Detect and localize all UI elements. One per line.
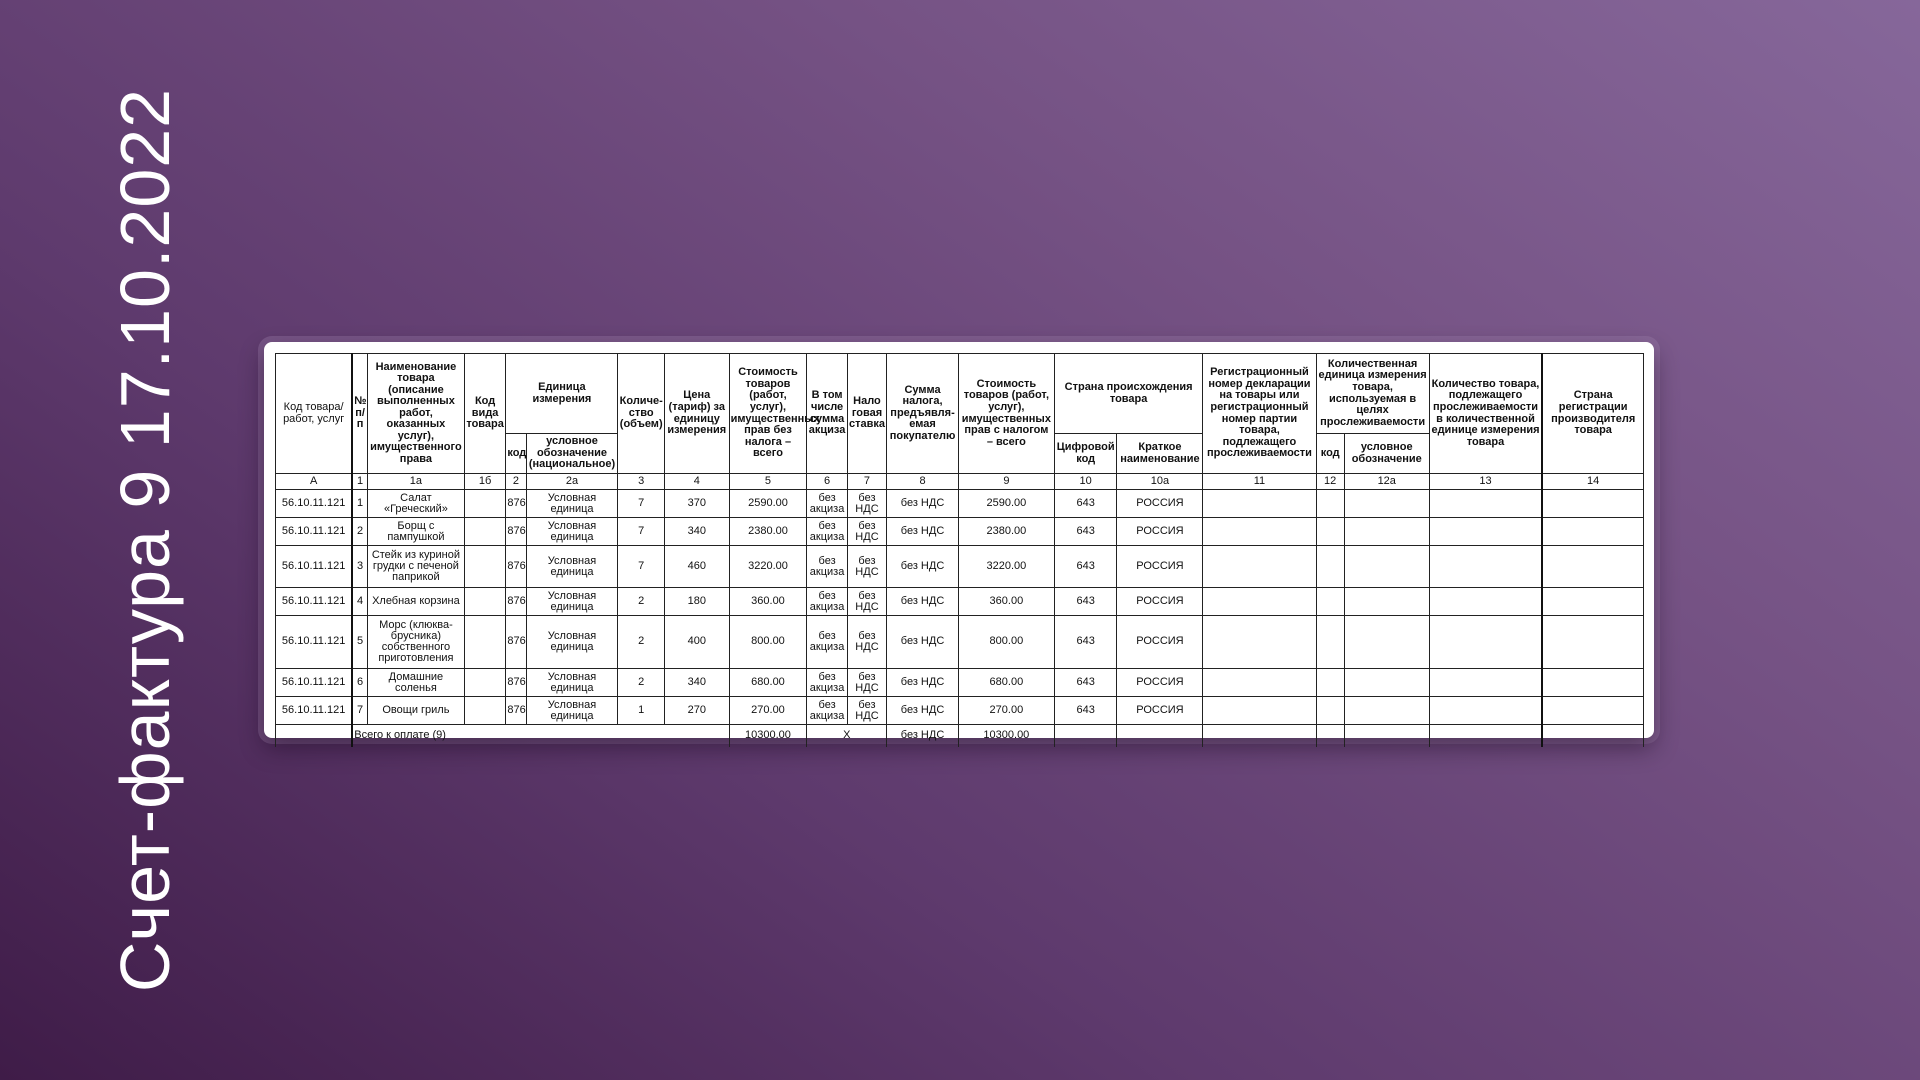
- cell-trace-name: [1344, 697, 1429, 725]
- cell-price: 340: [664, 669, 729, 697]
- cell-trace-code: [1316, 518, 1344, 546]
- header-num: № п/п: [352, 354, 367, 474]
- cell-kind: [464, 518, 505, 546]
- cell-qty: 1: [618, 697, 664, 725]
- cell-num: 1: [352, 490, 367, 518]
- table-row: [276, 588, 1644, 616]
- cell-excise: без акциза: [807, 616, 847, 669]
- header-country: Страна происхождения товара: [1054, 354, 1203, 434]
- cell-unit-name: Условная единица: [526, 697, 618, 725]
- cell-trace-qty: [1429, 588, 1542, 616]
- cell-name: Салат «Греческий»: [367, 490, 464, 518]
- cell-excise: без акциза: [807, 669, 847, 697]
- total-empty-cell: [1344, 725, 1429, 748]
- total-empty-cell: [276, 725, 353, 748]
- cell-qty: 2: [618, 669, 664, 697]
- header-excise: В том числе сумма акциза: [807, 354, 847, 474]
- cell-reg-country: [1542, 669, 1643, 697]
- total-empty-cell: [1542, 725, 1643, 748]
- cell-trace-qty: [1429, 616, 1542, 669]
- header-code: Код товара/ работ, услуг: [276, 354, 353, 474]
- cell-cost: 2380.00: [729, 518, 807, 546]
- cell-rate: без НДС: [847, 546, 886, 588]
- cell-country-code: 643: [1054, 490, 1117, 518]
- cell-tax: без НДС: [887, 588, 959, 616]
- cell-trace-code: [1316, 616, 1344, 669]
- column-number: 7: [847, 474, 886, 490]
- cell-price: 400: [664, 616, 729, 669]
- header-kind-code: Код вида товара: [464, 354, 505, 474]
- cell-declaration: [1203, 669, 1316, 697]
- total-sum: 10300.00: [958, 725, 1054, 748]
- cell-cost: 2590.00: [729, 490, 807, 518]
- cell-price: 270: [664, 697, 729, 725]
- column-number: 14: [1542, 474, 1643, 490]
- cell-cost: 800.00: [729, 616, 807, 669]
- cell-trace-code: [1316, 588, 1344, 616]
- cell-country: РОССИЯ: [1117, 518, 1203, 546]
- cell-code: 56.10.11.121: [276, 518, 353, 546]
- total-empty-cell: [1429, 725, 1542, 748]
- cell-price: 340: [664, 518, 729, 546]
- cell-code: 56.10.11.121: [276, 588, 353, 616]
- invoice-table-container: [275, 353, 1644, 742]
- cell-trace-name: [1344, 518, 1429, 546]
- cell-unit-code: 876: [506, 669, 526, 697]
- cell-country: РОССИЯ: [1117, 669, 1203, 697]
- header-country-name: Краткое наименование: [1117, 434, 1203, 474]
- cell-unit-code: 876: [506, 697, 526, 725]
- cell-cost: 3220.00: [729, 546, 807, 588]
- cell-cost: 360.00: [729, 588, 807, 616]
- header-trace-name: условное обозначение: [1344, 434, 1429, 474]
- cell-kind: [464, 490, 505, 518]
- cell-trace-qty: [1429, 669, 1542, 697]
- header-unit: Единица измерения: [506, 354, 618, 434]
- header-trace-code: код: [1316, 434, 1344, 474]
- cell-reg-country: [1542, 490, 1643, 518]
- cell-rate: без НДС: [847, 616, 886, 669]
- cell-name: Стейк из куриной грудки с печеной паприкой: [367, 546, 464, 588]
- cell-total: 360.00: [958, 588, 1054, 616]
- cell-name: Хлебная корзина: [367, 588, 464, 616]
- cell-price: 460: [664, 546, 729, 588]
- column-number: А: [276, 474, 353, 490]
- cell-tax: без НДС: [887, 616, 959, 669]
- cell-excise: без акциза: [807, 518, 847, 546]
- cell-tax: без НДС: [887, 490, 959, 518]
- cell-unit-code: 876: [506, 490, 526, 518]
- cell-total: 800.00: [958, 616, 1054, 669]
- invoice-table: [275, 353, 1644, 747]
- invoice-document: [264, 342, 1654, 742]
- cell-trace-name: [1344, 669, 1429, 697]
- cell-trace-code: [1316, 697, 1344, 725]
- cell-unit-code: 876: [506, 546, 526, 588]
- cell-kind: [464, 616, 505, 669]
- column-numbers-row: [276, 474, 1644, 490]
- header-unit-code: код: [506, 434, 526, 474]
- cell-total: 2380.00: [958, 518, 1054, 546]
- cell-country-code: 643: [1054, 518, 1117, 546]
- total-empty-cell: [1203, 725, 1316, 748]
- total-empty-cell: [1054, 725, 1117, 748]
- cell-declaration: [1203, 697, 1316, 725]
- cell-total: 680.00: [958, 669, 1054, 697]
- header-trace-unit: Количественная единица измерения товара, используемая в целях прослеживаемости: [1316, 354, 1429, 434]
- cell-trace-qty: [1429, 518, 1542, 546]
- cell-rate: без НДС: [847, 518, 886, 546]
- cell-trace-name: [1344, 588, 1429, 616]
- cell-excise: без акциза: [807, 490, 847, 518]
- cell-unit-name: Условная единица: [526, 546, 618, 588]
- table-row: [276, 518, 1644, 546]
- column-number: 10а: [1117, 474, 1203, 490]
- header-cost-with-tax: Стоимость товаров (работ, услуг), имущественных прав с налогом – всего: [958, 354, 1054, 474]
- cell-country: РОССИЯ: [1117, 697, 1203, 725]
- cell-code: 56.10.11.121: [276, 546, 353, 588]
- column-number: 1: [352, 474, 367, 490]
- cell-unit-name: Условная единица: [526, 490, 618, 518]
- cell-name: Овощи гриль: [367, 697, 464, 725]
- cell-reg-country: [1542, 616, 1643, 669]
- column-number: 9: [958, 474, 1054, 490]
- header-unit-name: условное обозначение (национальное): [526, 434, 618, 474]
- cell-country-code: 643: [1054, 697, 1117, 725]
- cell-country-code: 643: [1054, 546, 1117, 588]
- cell-country: РОССИЯ: [1117, 616, 1203, 669]
- cell-excise: без акциза: [807, 588, 847, 616]
- header-row-1: [276, 354, 1644, 434]
- cell-total: 270.00: [958, 697, 1054, 725]
- cell-qty: 7: [618, 546, 664, 588]
- column-number: 10: [1054, 474, 1117, 490]
- cell-trace-code: [1316, 490, 1344, 518]
- cell-declaration: [1203, 616, 1316, 669]
- cell-name: Домашние соленья: [367, 669, 464, 697]
- total-tax: без НДС: [887, 725, 959, 748]
- cell-tax: без НДС: [887, 546, 959, 588]
- column-number: 1б: [464, 474, 505, 490]
- header-cost-no-tax: Стоимость товаров (работ, услуг), имущественных прав без налога – всего: [729, 354, 807, 474]
- table-body: [276, 490, 1644, 748]
- column-number: 12а: [1344, 474, 1429, 490]
- cell-rate: без НДС: [847, 669, 886, 697]
- cell-kind: [464, 588, 505, 616]
- cell-qty: 7: [618, 490, 664, 518]
- cell-declaration: [1203, 588, 1316, 616]
- cell-total: 3220.00: [958, 546, 1054, 588]
- cell-qty: 2: [618, 616, 664, 669]
- header-reg-country: Страна регистрации производителя товара: [1542, 354, 1643, 474]
- header-declaration: Регистрационный номер декларации на товары или регистрационный номер партии товара, подлежащего прослеживаемости: [1203, 354, 1316, 474]
- cell-excise: без акциза: [807, 697, 847, 725]
- cell-trace-name: [1344, 616, 1429, 669]
- cell-declaration: [1203, 518, 1316, 546]
- column-number: 8: [887, 474, 959, 490]
- cell-trace-name: [1344, 490, 1429, 518]
- cell-code: 56.10.11.121: [276, 490, 353, 518]
- cell-cost: 270.00: [729, 697, 807, 725]
- cell-unit-name: Условная единица: [526, 616, 618, 669]
- cell-price: 370: [664, 490, 729, 518]
- cell-kind: [464, 697, 505, 725]
- header-name: Наименование товара (описание выполненных работ, оказанных услуг), имущественного права: [367, 354, 464, 474]
- column-number: 11: [1203, 474, 1316, 490]
- cell-country-code: 643: [1054, 669, 1117, 697]
- cell-country: РОССИЯ: [1117, 490, 1203, 518]
- cell-excise: без акциза: [807, 546, 847, 588]
- cell-country-code: 643: [1054, 588, 1117, 616]
- cell-tax: без НДС: [887, 518, 959, 546]
- cell-trace-name: [1344, 546, 1429, 588]
- cell-rate: без НДС: [847, 588, 886, 616]
- cell-reg-country: [1542, 546, 1643, 588]
- header-qty: Количе- ство (объем): [618, 354, 664, 474]
- cell-reg-country: [1542, 697, 1643, 725]
- cell-trace-code: [1316, 669, 1344, 697]
- table-row: [276, 669, 1644, 697]
- cell-unit-name: Условная единица: [526, 588, 618, 616]
- total-cost: 10300.00: [729, 725, 807, 748]
- cell-code: 56.10.11.121: [276, 669, 353, 697]
- cell-total: 2590.00: [958, 490, 1054, 518]
- cell-code: 56.10.11.121: [276, 616, 353, 669]
- cell-rate: без НДС: [847, 697, 886, 725]
- column-number: 2а: [526, 474, 618, 490]
- cell-trace-qty: [1429, 697, 1542, 725]
- column-number: 1а: [367, 474, 464, 490]
- total-empty-cell: [1117, 725, 1203, 748]
- cell-tax: без НДС: [887, 669, 959, 697]
- table-row: [276, 546, 1644, 588]
- cell-num: 3: [352, 546, 367, 588]
- cell-code: 56.10.11.121: [276, 697, 353, 725]
- table-row: [276, 697, 1644, 725]
- column-number: 5: [729, 474, 807, 490]
- column-number: 13: [1429, 474, 1542, 490]
- column-number: 3: [618, 474, 664, 490]
- column-number: 2: [506, 474, 526, 490]
- cell-kind: [464, 546, 505, 588]
- cell-rate: без НДС: [847, 490, 886, 518]
- cell-trace-code: [1316, 546, 1344, 588]
- invoice-title: Счет-фактура 9 17.10.2022: [106, 87, 184, 993]
- column-number: 6: [807, 474, 847, 490]
- cell-num: 4: [352, 588, 367, 616]
- header-price: Цена (тариф) за единицу измерения: [664, 354, 729, 474]
- cell-qty: 7: [618, 518, 664, 546]
- cell-qty: 2: [618, 588, 664, 616]
- cell-reg-country: [1542, 518, 1643, 546]
- header-tax-sum: Сумма налога, предъявля- емая покупателю: [887, 354, 959, 474]
- total-empty-cell: [1316, 725, 1344, 748]
- cell-unit-code: 876: [506, 518, 526, 546]
- total-row: [276, 725, 1644, 748]
- cell-cost: 680.00: [729, 669, 807, 697]
- cell-unit-name: Условная единица: [526, 518, 618, 546]
- total-excise: Х: [807, 725, 887, 748]
- cell-country: РОССИЯ: [1117, 588, 1203, 616]
- total-label: Всего к оплате (9): [352, 725, 729, 748]
- cell-unit-code: 876: [506, 588, 526, 616]
- cell-unit-code: 876: [506, 616, 526, 669]
- cell-country: РОССИЯ: [1117, 546, 1203, 588]
- cell-name: Борщ с пампушкой: [367, 518, 464, 546]
- header-trace-qty: Количество товара, подлежащего прослеживаемости в количественной единице измерения товара: [1429, 354, 1542, 474]
- cell-unit-name: Условная единица: [526, 669, 618, 697]
- cell-num: 5: [352, 616, 367, 669]
- header-country-code: Цифровой код: [1054, 434, 1117, 474]
- cell-trace-qty: [1429, 490, 1542, 518]
- cell-declaration: [1203, 546, 1316, 588]
- cell-reg-country: [1542, 588, 1643, 616]
- cell-num: 7: [352, 697, 367, 725]
- header-tax-rate: Нало говая ставка: [847, 354, 886, 474]
- cell-num: 2: [352, 518, 367, 546]
- column-number: 12: [1316, 474, 1344, 490]
- table-header: [276, 354, 1644, 490]
- cell-tax: без НДС: [887, 697, 959, 725]
- table-row: [276, 616, 1644, 669]
- cell-country-code: 643: [1054, 616, 1117, 669]
- column-number: 4: [664, 474, 729, 490]
- cell-num: 6: [352, 669, 367, 697]
- cell-name: Морс (клюква-брусника) собственного приготовления: [367, 616, 464, 669]
- cell-kind: [464, 669, 505, 697]
- table-row: [276, 490, 1644, 518]
- cell-price: 180: [664, 588, 729, 616]
- cell-trace-qty: [1429, 546, 1542, 588]
- cell-declaration: [1203, 490, 1316, 518]
